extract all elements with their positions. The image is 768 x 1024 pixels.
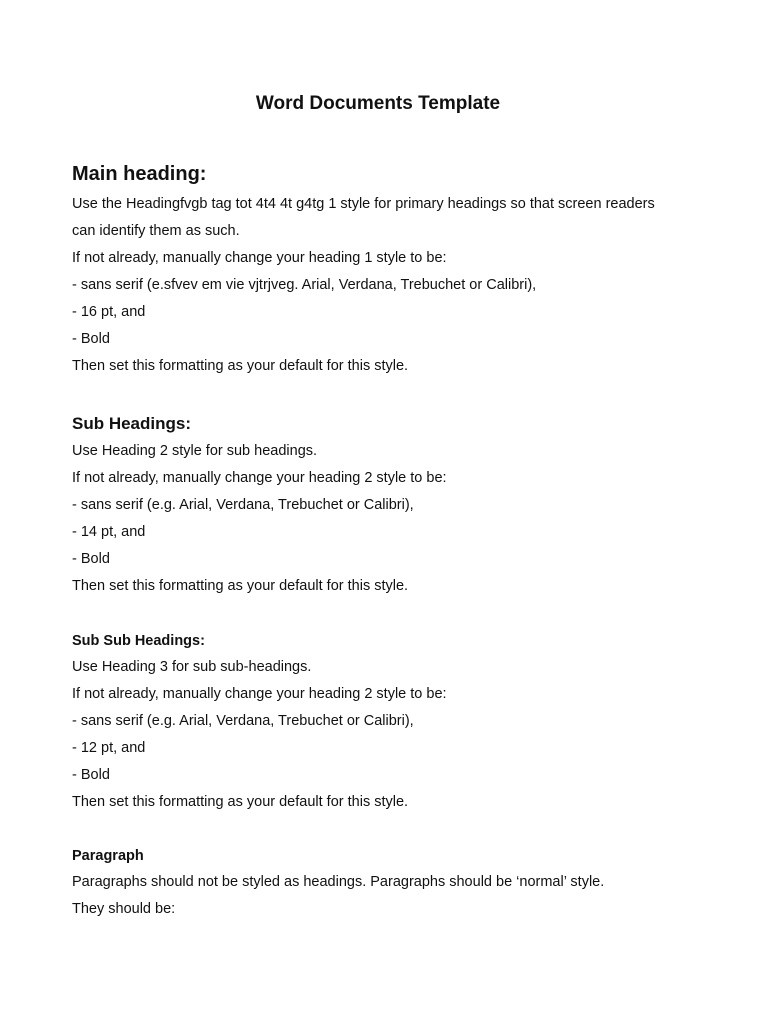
main-heading-title: Main heading:: [72, 163, 207, 185]
sub-text-line: If not already, manually change your heading 2 style to be:: [72, 470, 447, 486]
section-sub-sub-headings: [72, 631, 732, 816]
sub-sub-heading-title: Sub Sub Headings:: [72, 633, 205, 649]
sub-bullet-line: - Bold: [72, 551, 110, 567]
subsub-text-line: Use Heading 3 for sub sub-headings.: [72, 659, 312, 675]
main-text-line: can identify them as such.: [72, 223, 240, 239]
main-text-line: If not already, manually change your heading 1 style to be:: [72, 250, 447, 266]
subsub-text-line: If not already, manually change your heading 2 style to be:: [72, 686, 447, 702]
sub-text-line: Use Heading 2 style for sub headings.: [72, 443, 318, 459]
document-title: Word Documents Template: [255, 93, 501, 114]
main-bullet-line: - Bold: [72, 331, 110, 347]
sub-bullet-line: - sans serif (e.g. Arial, Verdana, Trebuchet or Calibri),: [72, 497, 414, 513]
section-paragraph: [72, 846, 732, 923]
main-text-line: Use the Headingfvgb tag tot 4t4 4t g4tg 1 style for primary headings so that screen readers: [72, 196, 655, 212]
main-bullet-line: - sans serif (e.sfvev em vie vjtrjveg. Arial, Verdana, Trebuchet or Calibri),: [72, 277, 537, 293]
paragraph-text-line: Paragraphs should not be styled as headings. Paragraphs should be ‘normal’ style.: [72, 874, 605, 890]
subsub-bullet-line: - 12 pt, and: [72, 740, 146, 756]
main-text-line: Then set this formatting as your default for this style.: [72, 358, 409, 374]
paragraph-text-line: They should be:: [72, 901, 176, 917]
sub-text-line: Then set this formatting as your default for this style.: [72, 578, 409, 594]
subsub-bullet-line: - Bold: [72, 767, 110, 783]
paragraph-heading-title: Paragraph: [72, 848, 144, 864]
subsub-text-line: Then set this formatting as your default for this style.: [72, 794, 409, 810]
sub-bullet-line: - 14 pt, and: [72, 524, 146, 540]
subsub-bullet-line: - sans serif (e.g. Arial, Verdana, Trebuchet or Calibri),: [72, 713, 414, 729]
sub-heading-title: Sub Headings:: [72, 414, 192, 433]
section-main-heading: [72, 162, 732, 380]
main-bullet-line: - 16 pt, and: [72, 304, 146, 320]
section-sub-headings: [72, 413, 732, 600]
